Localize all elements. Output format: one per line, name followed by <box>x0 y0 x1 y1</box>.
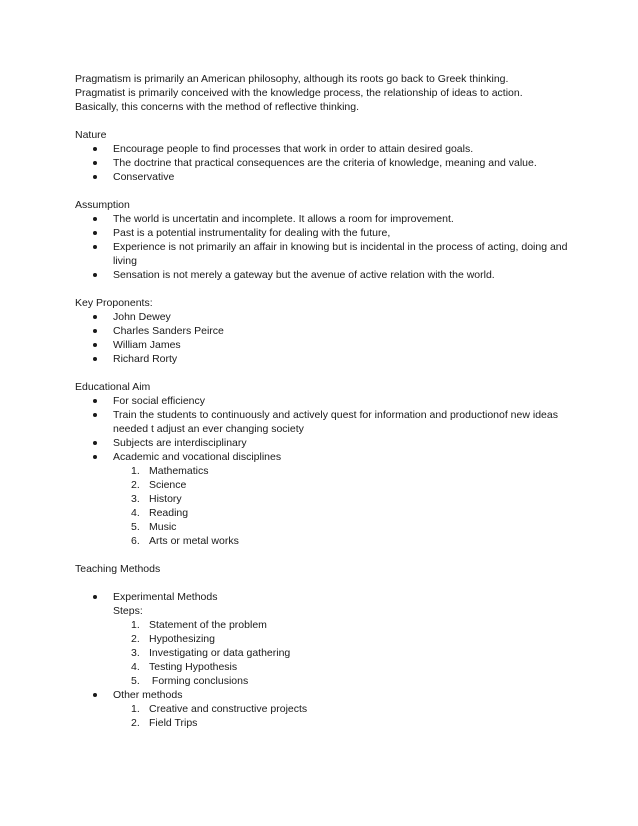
list-item: Train the students to continuously and actively quest for information and productionof new ideas needed t adjust an ever changing society <box>75 408 575 436</box>
section-heading: Teaching Methods <box>75 563 161 575</box>
list-item-other <box>75 688 575 730</box>
item-number: 2. <box>131 717 140 729</box>
list-item: For social efficiency <box>75 394 575 408</box>
item-text: History <box>149 493 182 505</box>
item-text: Statement of the problem <box>149 619 267 631</box>
list-item: Experience is not primarily an affair in knowing but is incidental in the process of acting, doing and living <box>75 240 575 268</box>
list-item-label: Experimental Methods <box>113 591 218 603</box>
section-nature <box>75 128 575 184</box>
intro-line: Basically, this concerns with the method of reflective thinking. <box>75 101 360 113</box>
list-item-experimental <box>75 590 575 688</box>
step-item <box>113 674 575 688</box>
numbered-item <box>75 464 575 478</box>
item-number: 5. <box>131 521 140 533</box>
numbered-item <box>75 506 575 520</box>
step-item <box>113 618 575 632</box>
steps-list <box>113 618 575 688</box>
list-item: Conservative <box>75 170 575 184</box>
numbered-list <box>75 464 575 548</box>
step-item <box>113 660 575 674</box>
section-proponents <box>75 296 575 366</box>
section-heading: Nature <box>75 129 107 141</box>
numbered-item <box>75 478 575 492</box>
item-number: 6. <box>131 535 140 547</box>
list-item: John Dewey <box>75 310 575 324</box>
item-text: Science <box>149 479 187 491</box>
item-number: 2. <box>131 479 140 491</box>
item-number: 2. <box>131 633 140 645</box>
bullet-list <box>75 394 575 464</box>
list-item-label: Other methods <box>113 689 183 701</box>
intro-line: Pragmatism is primarily an American philosophy, although its roots go back to Greek thinking. <box>75 73 509 85</box>
item-text: Creative and constructive projects <box>149 703 308 715</box>
bullet-list <box>75 142 575 184</box>
list-item: Academic and vocational disciplines <box>75 450 575 464</box>
numbered-item <box>75 520 575 534</box>
section-assumption <box>75 198 575 282</box>
list-item: The world is uncertatin and incomplete. It allows a room for improvement. <box>75 212 575 226</box>
steps-label: Steps: <box>113 605 143 617</box>
bullet-list <box>75 212 575 282</box>
item-text: Investigating or data gathering <box>149 647 291 659</box>
item-number: 1. <box>131 619 140 631</box>
section-heading: Assumption <box>75 199 130 211</box>
list-item: The doctrine that practical consequences are the criteria of knowledge, meaning and value. <box>75 156 575 170</box>
other-methods-list <box>113 702 575 730</box>
item-text: Hypothesizing <box>149 633 215 645</box>
section-educational-aim <box>75 380 575 548</box>
section-heading: Educational Aim <box>75 381 151 393</box>
item-number: 3. <box>131 647 140 659</box>
intro-line: Pragmatist is primarily conceived with the knowledge process, the relationship of ideas to action. <box>75 87 523 99</box>
step-item <box>113 716 575 730</box>
item-number: 4. <box>131 661 140 673</box>
section-teaching-methods <box>75 562 575 730</box>
list-item: Encourage people to find processes that work in order to attain desired goals. <box>75 142 575 156</box>
item-text: Testing Hypothesis <box>149 661 238 673</box>
document-body <box>75 72 575 730</box>
item-number: 1. <box>131 465 140 477</box>
list-item: Subjects are interdisciplinary <box>75 436 575 450</box>
item-number: 1. <box>131 703 140 715</box>
list-item: Charles Sanders Peirce <box>75 324 575 338</box>
numbered-item <box>75 492 575 506</box>
item-text: Field Trips <box>149 717 198 729</box>
item-text: Forming conclusions <box>149 675 249 687</box>
item-number: 3. <box>131 493 140 505</box>
list-item: Sensation is not merely a gateway but the avenue of active relation with the world. <box>75 268 575 282</box>
step-item <box>113 632 575 646</box>
item-text: Mathematics <box>149 465 209 477</box>
list-item: Past is a potential instrumentality for dealing with the future, <box>75 226 575 240</box>
step-item <box>113 702 575 716</box>
item-text: Arts or metal works <box>149 535 239 547</box>
item-number: 4. <box>131 507 140 519</box>
item-text: Reading <box>149 507 189 519</box>
numbered-item <box>75 534 575 548</box>
bullet-list <box>75 590 575 730</box>
intro-paragraph <box>75 72 575 114</box>
list-item: Richard Rorty <box>75 352 575 366</box>
item-number: 5. <box>131 675 140 687</box>
bullet-list <box>75 310 575 366</box>
list-item: William James <box>75 338 575 352</box>
spacer <box>75 576 575 590</box>
step-item <box>113 646 575 660</box>
item-text: Music <box>149 521 177 533</box>
section-heading: Key Proponents: <box>75 297 153 309</box>
